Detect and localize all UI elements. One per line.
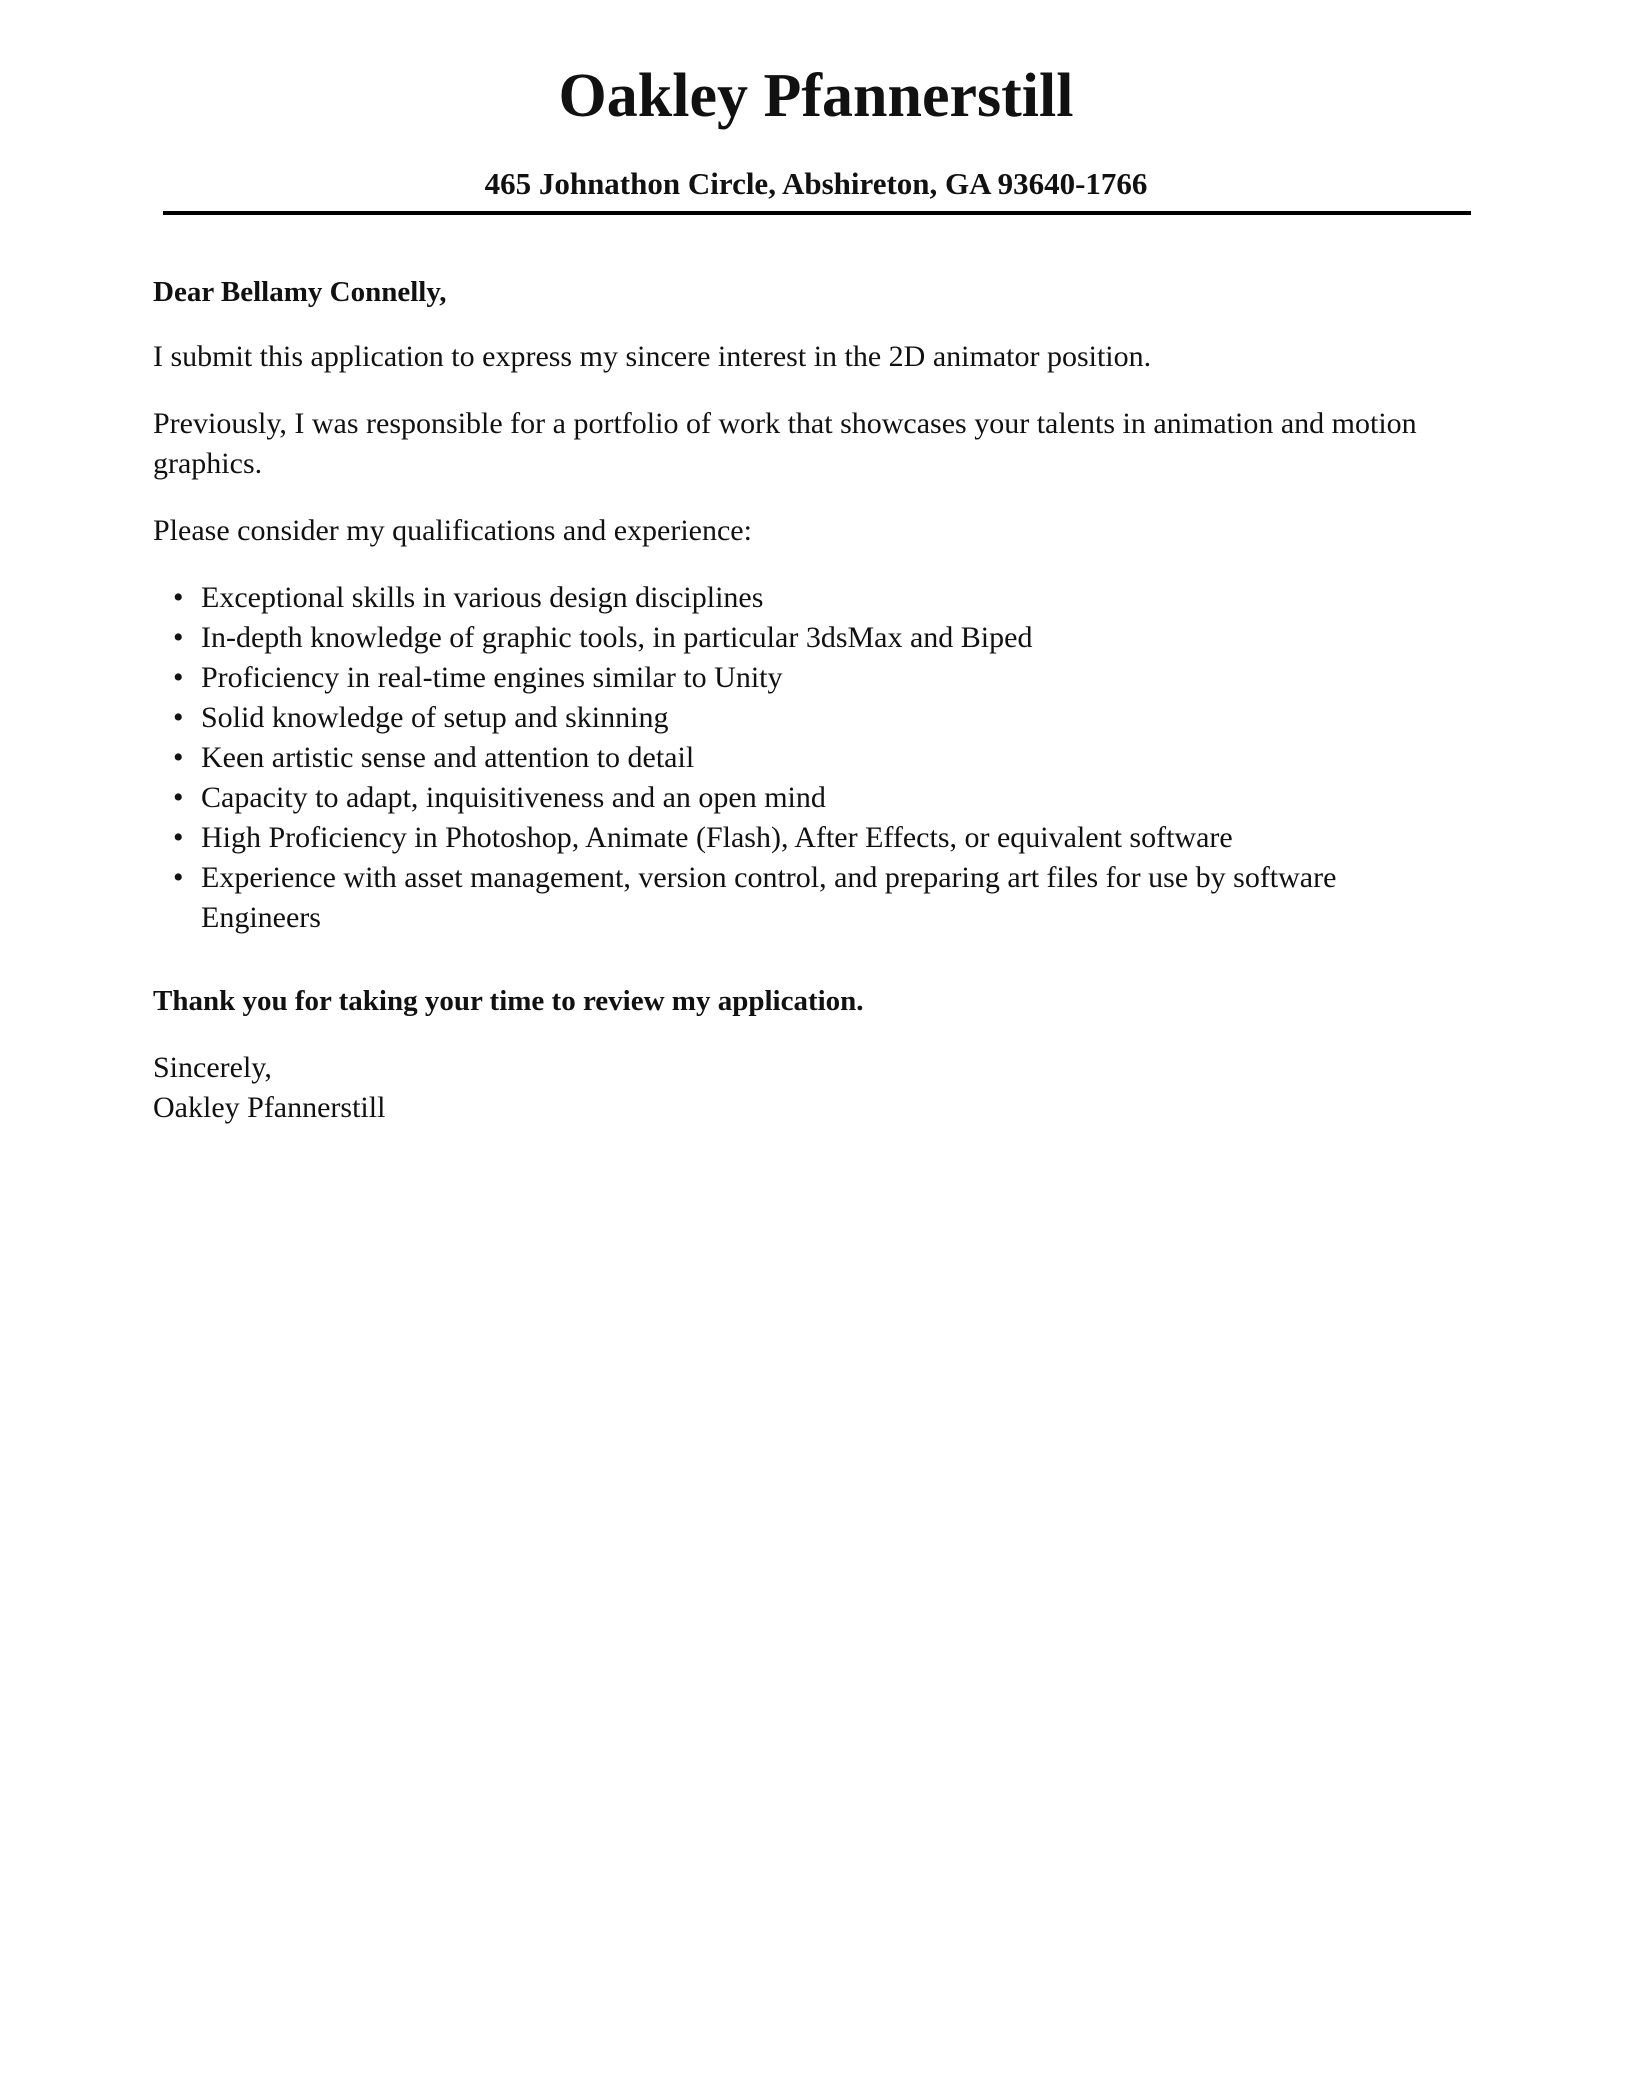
experience-paragraph: Previously, I was responsible for a portfolio of work that showcases your talents in animation and motion graphics. [153,407,1417,480]
list-item-text: Proficiency in real-time engines similar to Unity [201,661,783,694]
list-item-text: High Proficiency in Photoshop, Animate (Flash), After Effects, or equivalent software [201,821,1233,854]
header-divider [163,211,1471,215]
salutation: Dear Bellamy Connelly, [153,276,447,308]
thank-you-line: Thank you for taking your time to review my application. [153,985,864,1017]
intro-paragraph: I submit this application to express my sincere interest in the 2D animator position. [153,340,1152,373]
list-item [153,698,1453,738]
applicant-name: Oakley Pfannerstill [558,62,1074,130]
list-item [153,618,1453,658]
list-item [153,818,1453,858]
qualifications-intro: Please consider my qualifications and experience: [153,514,752,547]
bullet-icon: • [173,621,184,654]
applicant-address: 465 Johnathon Circle, Abshireton, GA 93640-1766 [484,166,1148,201]
bullet-icon: • [173,741,184,774]
bullet-icon: • [173,861,184,894]
list-item [153,858,1453,938]
list-item-text: Solid knowledge of setup and skinning [201,701,669,734]
letter-body [153,272,1453,1128]
list-item-text: Capacity to adapt, inquisitiveness and an open mind [201,781,826,814]
qualifications-list [153,578,1453,938]
bullet-icon: • [173,821,184,854]
bullet-icon: • [173,701,184,734]
list-item-text: In-depth knowledge of graphic tools, in particular 3dsMax and Biped [201,621,1033,654]
closing: Sincerely, [153,1051,272,1084]
list-item [153,578,1453,618]
bullet-icon: • [173,581,184,614]
list-item [153,778,1453,818]
list-item [153,738,1453,778]
list-item-text: Keen artistic sense and attention to detail [201,741,695,774]
bullet-icon: • [173,661,184,694]
list-item-text: Experience with asset management, version control, and preparing art files for use by software Engineers [201,861,1337,934]
bullet-icon: • [173,781,184,814]
list-item-text: Exceptional skills in various design disciplines [201,581,764,614]
signature: Oakley Pfannerstill [153,1091,386,1124]
list-item [153,658,1453,698]
